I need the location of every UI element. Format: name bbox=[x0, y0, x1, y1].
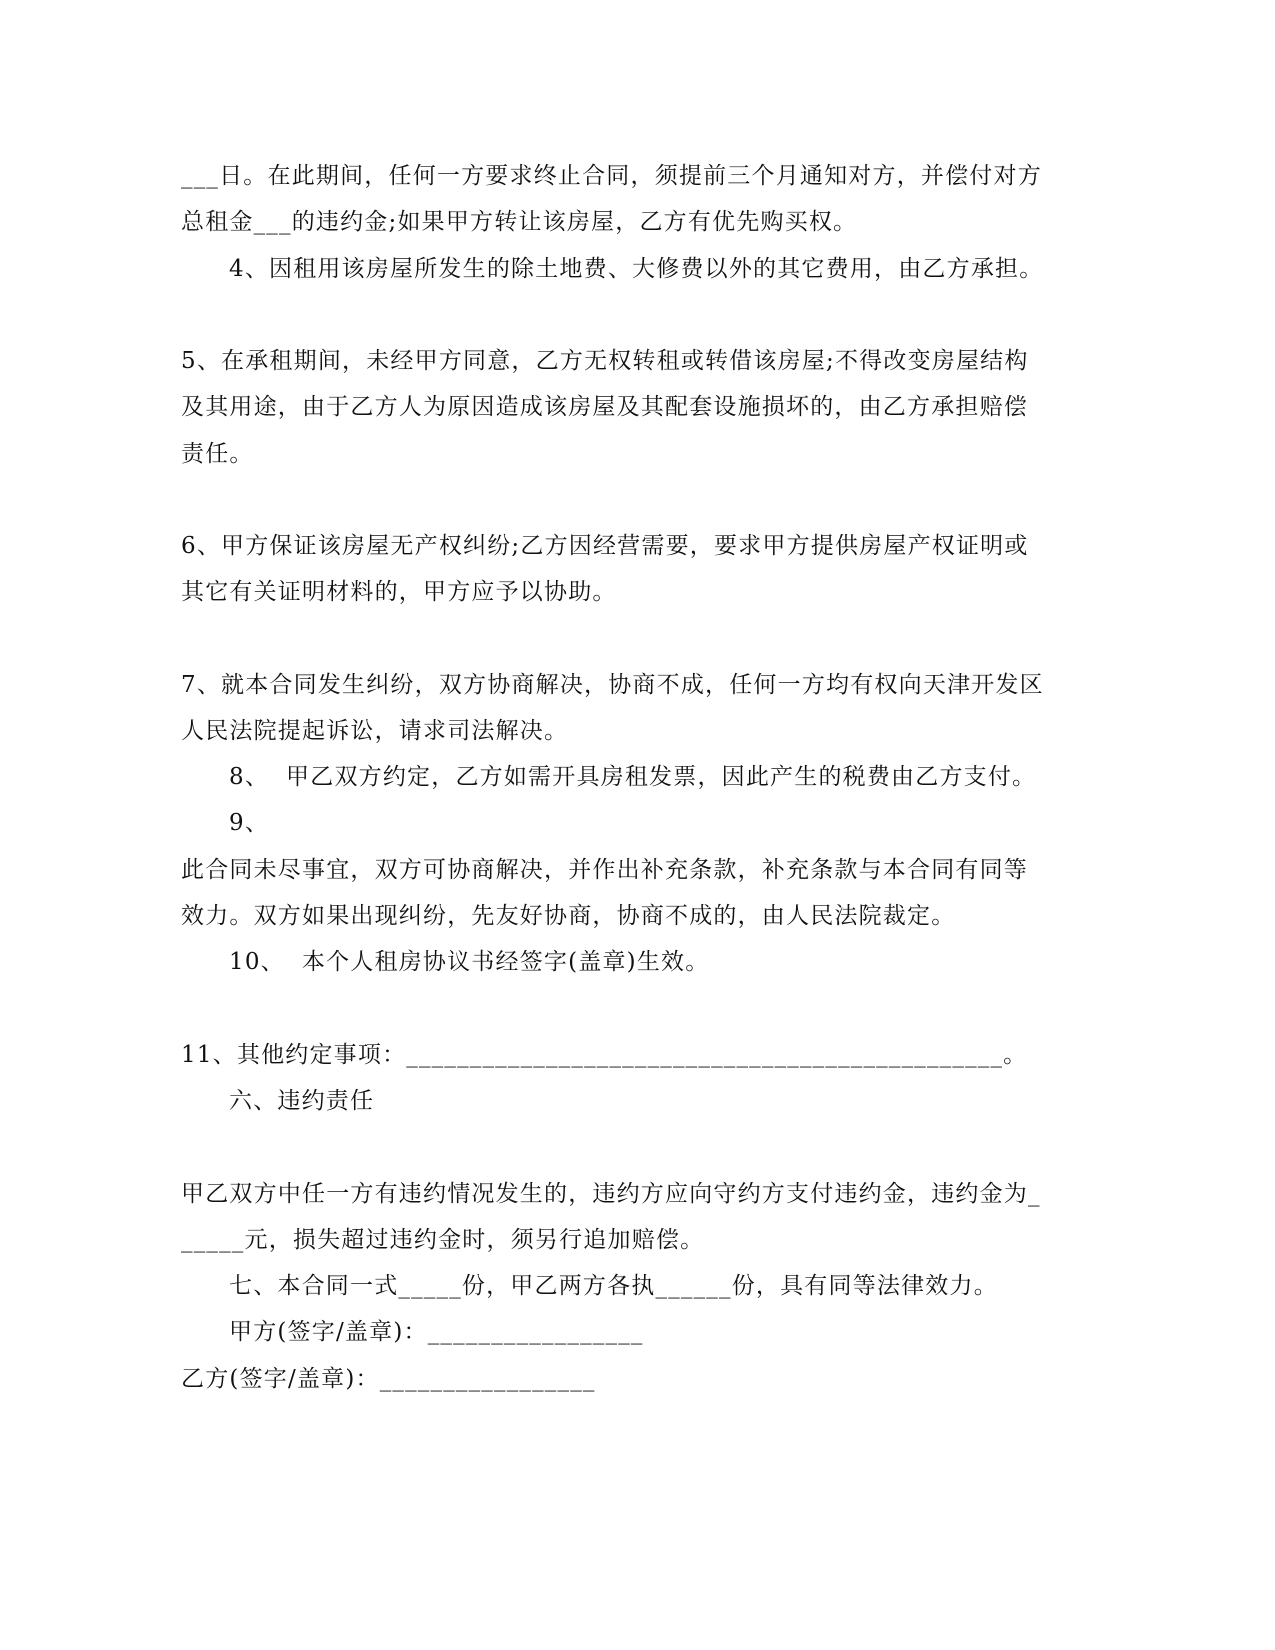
text-line: 总租金___的违约金;如果甲方转让该房屋，乙方有优先购买权。 bbox=[181, 209, 858, 235]
text-line: 5、在承租期间，未经甲方同意，乙方无权转租或转借该房屋;不得改变房屋结构 bbox=[181, 348, 1029, 374]
text-line: _____元，损失超过违约金时，须另行追加赔偿。 bbox=[181, 1227, 705, 1253]
text-line: 7、就本合同发生纠纷，双方协商解决，协商不成，任何一方均有权向天津开发区 bbox=[181, 672, 1044, 698]
text-line: 11、其他约定事项：_______________________________________________。 bbox=[181, 1042, 1028, 1068]
text-line: 七、本合同一式_____份，甲乙两方各执______份，具有同等法律效力。 bbox=[229, 1273, 998, 1299]
signature-line-party-b: 乙方(签字/盖章)：_________________ bbox=[181, 1366, 596, 1392]
text-line: 责任。 bbox=[181, 441, 254, 467]
text-line: 甲乙双方中任一方有违约情况发生的，违约方应向守约方支付违约金，违约金为_ bbox=[181, 1181, 1041, 1207]
text-line: 此合同未尽事宜，双方可协商解决，并作出补充条款，补充条款与本合同有同等 bbox=[181, 857, 1028, 883]
text-line: 9、 bbox=[229, 810, 270, 836]
text-line: 人民法院提起诉讼，请求司法解决。 bbox=[181, 718, 569, 744]
text-line: 效力。双方如果出现纠纷，先友好协商，协商不成的，由人民法院裁定。 bbox=[181, 903, 956, 929]
signature-line-party-a: 甲方(签字/盖章)：_________________ bbox=[229, 1319, 644, 1345]
text-line: ___日。在此期间，任何一方要求终止合同，须提前三个月通知对方，并偿付对方 bbox=[181, 163, 1042, 189]
section-heading: 六、违约责任 bbox=[229, 1088, 375, 1114]
text-line: 10、 本个人租房协议书经签字(盖章)生效。 bbox=[229, 949, 710, 975]
text-line: 6、甲方保证该房屋无产权纠纷;乙方因经营需要，要求甲方提供房屋产权证明或 bbox=[181, 533, 1029, 559]
text-line: 及其用途，由于乙方人为原因造成该房屋及其配套设施损坏的，由乙方承担赔偿 bbox=[181, 394, 1028, 420]
text-line: 4、因租用该房屋所发生的除土地费、大修费以外的其它费用，由乙方承担。 bbox=[229, 256, 1044, 282]
text-line: 8、 甲乙双方约定，乙方如需开具房租发票，因此产生的税费由乙方支付。 bbox=[229, 764, 1037, 790]
text-line: 其它有关证明材料的，甲方应予以协助。 bbox=[181, 579, 617, 605]
